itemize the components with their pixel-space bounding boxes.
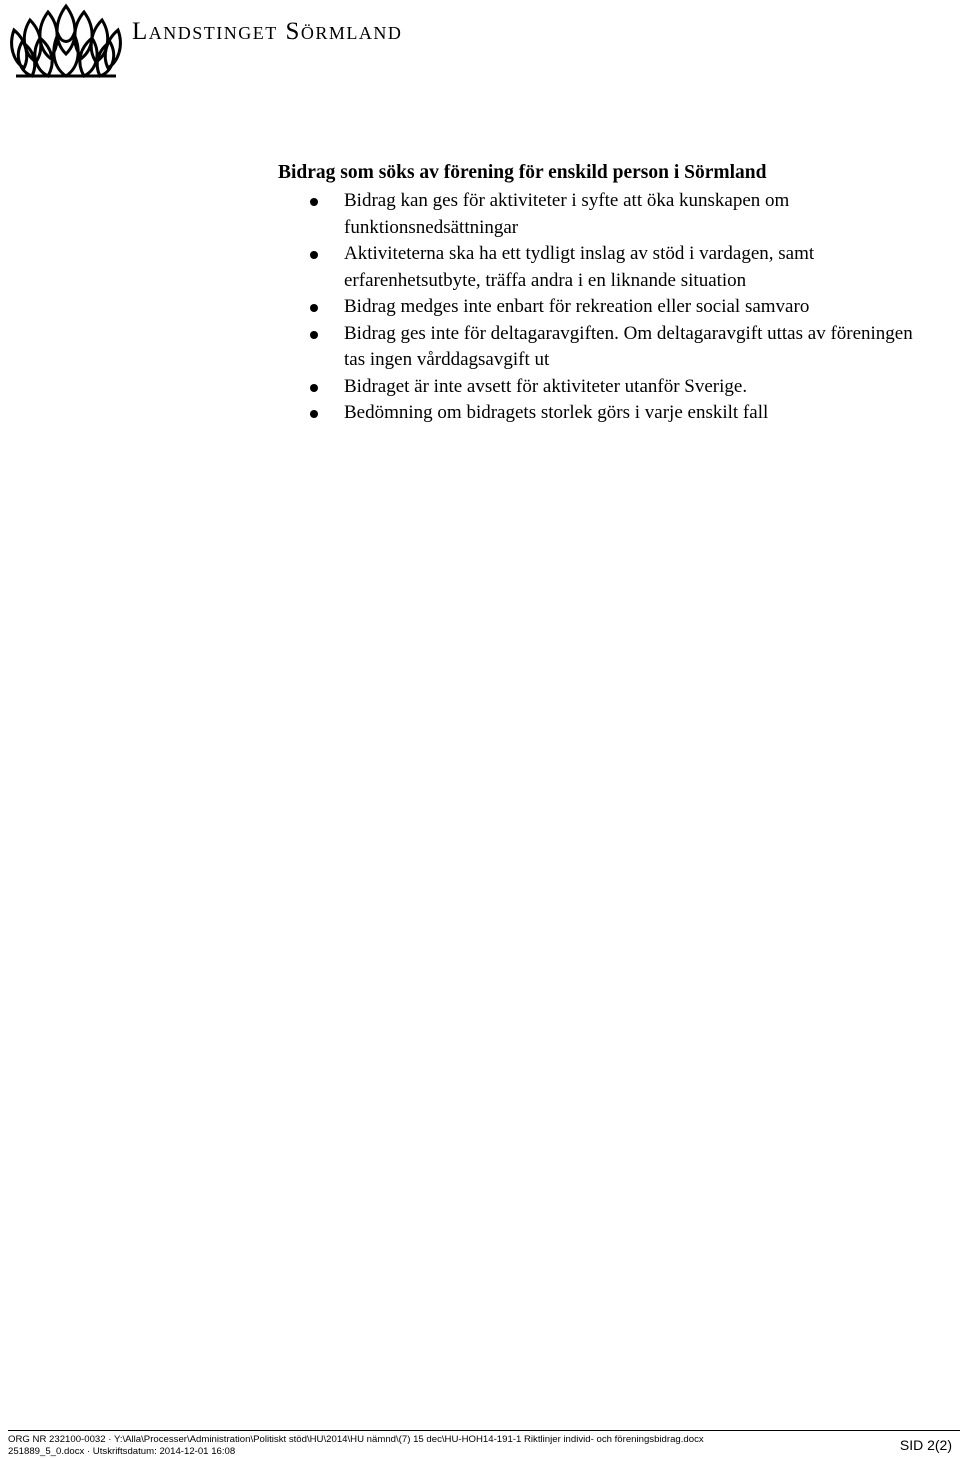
bullet-icon — [310, 198, 318, 206]
bullet-icon — [310, 410, 318, 418]
bullet-icon — [310, 304, 318, 312]
document-body — [278, 160, 938, 427]
bullet-icon — [310, 331, 318, 339]
list-item — [278, 400, 938, 427]
list-item-text: Bidrag medges inte enbart för rekreation eller social samvaro — [344, 296, 810, 317]
list-item-text: Bedömning om bidragets storlek görs i varje enskilt fall — [344, 402, 769, 423]
footer-file-path: ORG NR 232100-0032 · Y:\Alla\Processer\Administration\Politiskt stöd\HU\2014\HU nämnd\(7) 15 dec\HU-HOH14-191-1 Riktlinjer individ- och föreningsbidrag.docx — [8, 1434, 704, 1445]
list-item — [278, 294, 938, 321]
page-header — [8, 2, 428, 82]
bullet-list — [278, 188, 938, 427]
bullet-icon — [310, 251, 318, 259]
footer-document-info — [8, 1434, 704, 1457]
lotus-flower-logo-icon — [8, 2, 124, 78]
list-item-text: Bidrag kan ges för aktiviteter i syfte att öka kunskapen om funktionsnedsättningar — [344, 190, 790, 238]
list-item — [278, 241, 938, 294]
footer-divider — [8, 1430, 960, 1431]
organization-name: Landstinget Sörmland — [132, 18, 403, 45]
list-item — [278, 374, 938, 401]
page-footer — [8, 1432, 960, 1458]
list-item — [278, 321, 938, 374]
footer-print-date: 251889_5_0.docx · Utskriftsdatum: 2014-12-01 16:08 — [8, 1445, 236, 1457]
list-item — [278, 188, 938, 241]
page-number: SID 2(2) — [899, 1437, 952, 1453]
bullet-icon — [310, 384, 318, 392]
section-heading: Bidrag som söks av förening för enskild person i Sörmland — [278, 162, 767, 183]
list-item-text: Bidrag ges inte för deltagaravgiften. Om deltagaravgift uttas av föreningen tas ingen vårddagsavgift ut — [344, 322, 913, 370]
list-item-text: Aktiviteterna ska ha ett tydligt inslag av stöd i vardagen, samt erfarenhetsutbyte, träffa andra i en liknande situation — [344, 243, 815, 291]
list-item-text: Bidraget är inte avsett för aktiviteter utanför Sverige. — [344, 375, 748, 397]
